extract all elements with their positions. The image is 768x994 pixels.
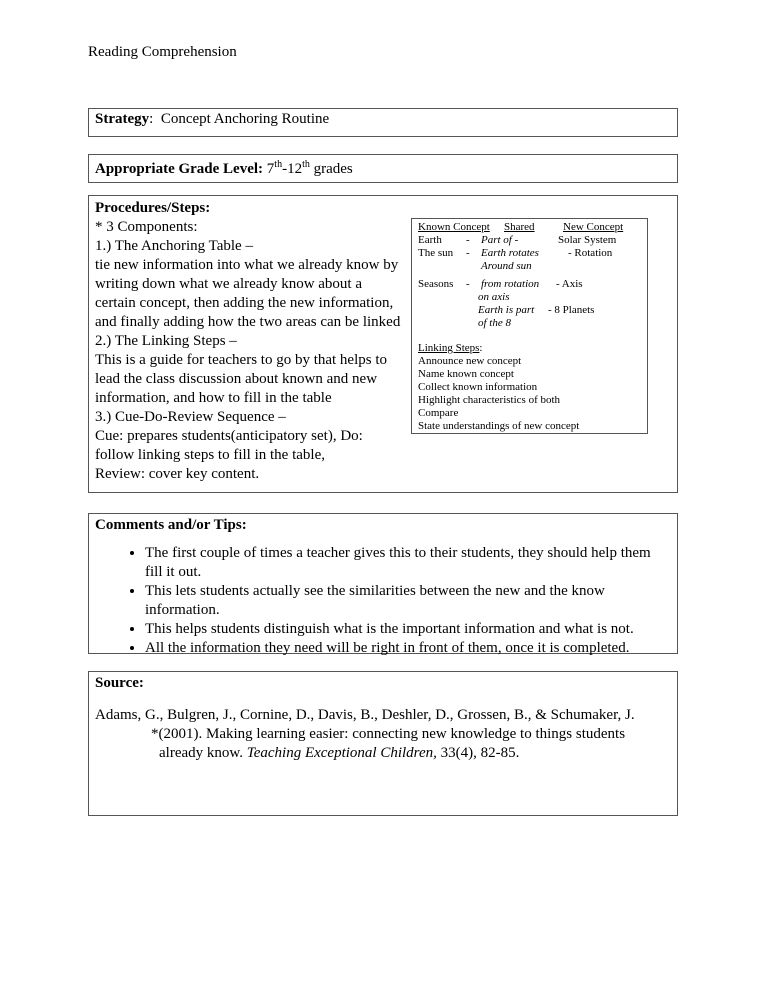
table-row: Around sun bbox=[481, 260, 532, 272]
strategy-value: Concept Anchoring Routine bbox=[160, 111, 330, 127]
citation bbox=[95, 706, 671, 763]
linking-step: Announce new concept bbox=[418, 355, 522, 367]
strategy-label: Strategy bbox=[95, 111, 150, 127]
anchoring-table: Known Concept Shared New Concept Earth - Part of - Solar System The sun - Earth rotates - Rotation Around sun Seasons - from rotation - Axis on axis Earth is part - 8 Planets of the 8 Linking Steps: Announce new concept Name known concept Collect known information Highlight characteristics of both Compare State understandings of new concept bbox=[411, 218, 648, 434]
table-header bbox=[418, 221, 641, 234]
grade-from-sup: th bbox=[274, 159, 283, 170]
comments-box bbox=[88, 513, 678, 654]
procedure-line: * 3 Components: bbox=[95, 219, 198, 235]
procedure-line: This is a guide for teachers to go by that helps to lead the class discussion about known and new information, and how to fill in the table bbox=[95, 352, 388, 406]
citation-line: Adams, G., Bulgren, J., Cornine, D., Davis, B., Deshler, D., Grossen, B., & Schumaker, J. bbox=[95, 707, 635, 723]
grade-label: Appropriate Grade Level: bbox=[95, 161, 264, 177]
comments-label: Comments and/or Tips: bbox=[95, 517, 247, 533]
page-header: Reading Comprehension bbox=[88, 44, 237, 60]
grade-to: 12 bbox=[287, 161, 303, 177]
list-item: • This helps students distinguish what is the important information and what is not. bbox=[145, 620, 671, 639]
linking-step: Highlight characteristics of both bbox=[418, 394, 561, 406]
linking-step: State understandings of new concept bbox=[418, 420, 580, 432]
header-new: New Concept bbox=[563, 221, 624, 233]
procedure-line: Review: cover key content. bbox=[95, 466, 260, 482]
grade-from: 7 bbox=[266, 161, 275, 177]
table-row: Earth is part - 8 Planets bbox=[478, 304, 595, 316]
linking-step: Name known concept bbox=[418, 368, 514, 380]
table-row: Seasons - from rotation - Axis bbox=[418, 278, 583, 290]
list-item: • The first couple of times a teacher gives this to their students, they should help them fill it out. bbox=[145, 544, 671, 582]
linking-step: Compare bbox=[418, 407, 459, 419]
procedure-line: tie new information into what we already know by writing down what we already know about a certain concept, then adding the new information, and finally adding how the two areas can be linked bbox=[95, 257, 401, 330]
grade-box: Appropriate Grade Level: 7th-12th grades bbox=[88, 154, 678, 183]
header-known: Known Concept bbox=[418, 221, 490, 233]
citation-line: already know. Teaching Exceptional Children, 33(4), 82-85. bbox=[159, 745, 520, 761]
procedure-line: 1.) The Anchoring Table – bbox=[95, 238, 253, 254]
list-item: • All the information they need will be right in front of them, once it is completed. bbox=[145, 639, 671, 658]
linking-step: Collect known information bbox=[418, 381, 538, 393]
comments-list bbox=[95, 544, 671, 658]
procedure-line: 2.) The Linking Steps – bbox=[95, 333, 237, 349]
table-row: on axis bbox=[478, 291, 510, 303]
citation-line: *(2001). Making learning easier: connecting new knowledge to things students bbox=[151, 726, 626, 742]
procedure-line: 3.) Cue-Do-Review Sequence – bbox=[95, 409, 286, 425]
grade-to-sup: th bbox=[302, 159, 310, 170]
grade-suffix: grades bbox=[313, 161, 353, 177]
journal-title: Teaching Exceptional Children, bbox=[246, 745, 437, 761]
procedures-box bbox=[88, 195, 678, 493]
header-shared: Shared bbox=[504, 221, 535, 233]
linking-label: Linking Steps bbox=[418, 342, 480, 354]
table-row: Earth - Part of - Solar System bbox=[418, 234, 617, 246]
table-row: The sun - Earth rotates - Rotation bbox=[418, 247, 613, 259]
strategy-box: Strategy: Concept Anchoring Routine bbox=[88, 108, 678, 137]
procedure-line: Cue: prepares students(anticipatory set), Do: follow linking steps to fill in the table, bbox=[95, 428, 363, 463]
list-item: • This lets students actually see the similarities between the new and the know information. bbox=[145, 582, 671, 620]
source-label: Source: bbox=[95, 675, 144, 691]
table-row: of the 8 bbox=[478, 317, 511, 329]
source-box bbox=[88, 671, 678, 816]
procedures-label: Procedures/Steps: bbox=[95, 200, 211, 216]
